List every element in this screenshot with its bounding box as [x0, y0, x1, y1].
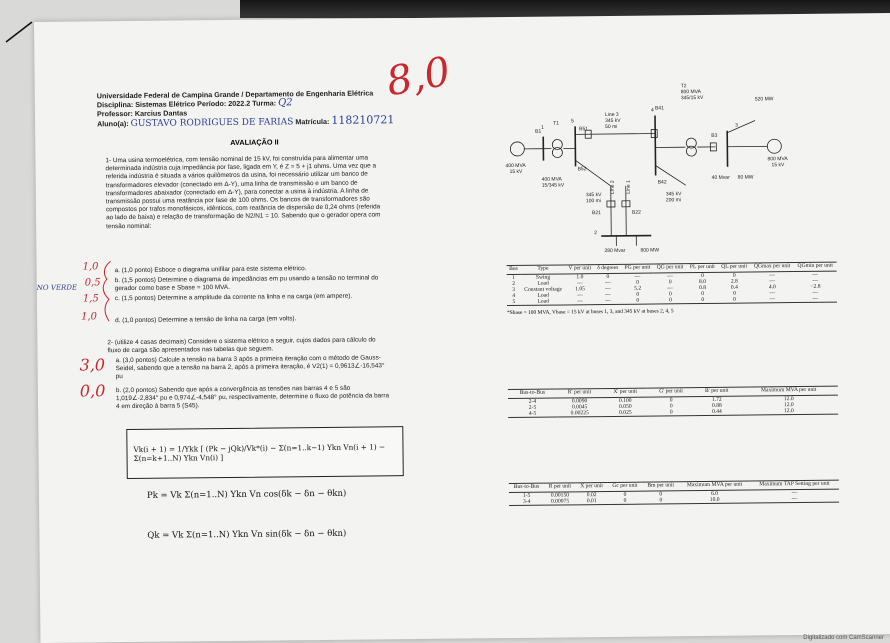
bus-number: 1	[541, 124, 544, 131]
column-header: B' per unit	[694, 387, 739, 396]
table-cell: —	[667, 285, 674, 292]
bus-table-footnote: *Sbase = 100 MVA, Vbase = 15 kV at buses 1, 3, and 345 kV at buses 2, 4, 5	[507, 308, 674, 317]
table-cell: —	[605, 297, 611, 305]
table-cell: 5	[512, 298, 516, 306]
table-cell: 0	[659, 491, 663, 498]
diag-label: Line 2	[609, 180, 616, 194]
column-header: QG per unit	[653, 264, 686, 273]
table-cell: 0.44	[712, 408, 722, 415]
column-header: X per unit	[576, 483, 608, 492]
table-cell: 4	[512, 292, 516, 300]
diag-label: B52	[577, 166, 587, 173]
bus-number: 5	[571, 118, 574, 125]
diag-label: 345/15 kV	[680, 94, 704, 102]
table-cell: 0	[606, 273, 610, 281]
student-label: Aluno(a):	[97, 119, 129, 129]
table-cell: 2	[512, 280, 516, 288]
table-cell: 0.00075	[550, 498, 570, 505]
q2-b: b. (2,0 pontos) Sabendo que após a convergência as tensões nas barras 4 e 5 são 1,019∠-2,834° pu e 0,974∠-4,548° pu, respectivamente, determine o fluxo de potência da barra 4 em direção à barra 5 (S45).	[115, 384, 390, 411]
table-cell: 0.025	[619, 409, 632, 416]
q1-intro: 1- Uma usina termoelétrica, com tensão nominal de 15 kV, foi construída para alimentar uma determinada indústria cuja impedância por fase, ligada em Y, é Z = 5 + j1 ohms. Uma vez que a referida indústria é situada a vários quilômetros da usina, foi necessário utilizar um banco de transformadores elevador (conectado em Δ-Y), uma linha de transmissão e um banco de transformadores abaixador (conectado em Δ-Y), para conectar a usina à indústria. A linha de transmissão possui uma reatância por fase de 100 ohms. Os bancos de transformadores são compostos por trafos monofásicos, idênticos, com reatância de dispersão de 0,24 ohms (referida ao lado de baixa) e relação de transformação de N2/N1 = 10. Sabendo que o gerador opera com tensão nominal:	[105, 154, 381, 230]
column-header: R' per unit	[557, 389, 602, 398]
q-equation: Qk = Vk Σ(n=1..N) Ykn Vn sin(δk − δn − θkn)	[147, 528, 347, 541]
q2-intro: 2- (utilize 4 casas decimais) Considere o sistema elétrico a seguir, cujos dados para cálculo do fluxo de carga são apresentados nas tabelas que seguem.	[107, 336, 376, 355]
table-cell: —	[769, 296, 776, 303]
bus-number: 4	[650, 107, 654, 114]
table-cell: 1.0	[576, 274, 584, 281]
diag-label: T2	[680, 83, 687, 90]
diag-label: 345 kV	[605, 117, 621, 125]
diag-label: 15 kV	[771, 162, 785, 169]
table-cell: Swing	[535, 274, 551, 281]
diag-label: B22	[631, 209, 641, 216]
table-cell: 0	[668, 291, 672, 298]
table-cell: 0.01	[586, 498, 597, 505]
column-header: X' per unit	[602, 388, 648, 397]
table-cell: 0	[701, 272, 704, 280]
column-header: Bus	[507, 265, 521, 274]
university-label: Universidade Federal de Campina Grande / Departamento de Engenharia Elétrica	[96, 88, 374, 101]
margin-note: NO VERDE	[36, 283, 78, 292]
table-cell: —	[812, 271, 819, 278]
table-cell: 2.8	[730, 278, 738, 285]
table-cell: 12.0	[783, 408, 794, 415]
column-header: δ degrees	[594, 264, 621, 273]
q1-c: c. (1,5 pontos) Determine a amplitude da corrente na linha e na carga (em ampere).	[114, 292, 353, 303]
diag-label: 100 mi	[585, 198, 601, 205]
table-cell: 12.0	[783, 396, 794, 403]
column-header: R per unit	[544, 483, 576, 492]
q1-a: a. (1,0 ponto) Esboce o diagrama unifilar para este sistema elétrico.	[114, 265, 307, 275]
column-header: PG per unit	[621, 264, 653, 273]
table-cell: 0.8	[699, 284, 707, 292]
table-cell: 0.4	[730, 284, 738, 291]
diag-label: 520 MW	[754, 96, 774, 103]
line-data-table	[508, 386, 838, 418]
table-cell: —	[577, 280, 583, 287]
column-header: Maximum MVA per unit	[679, 481, 750, 491]
table-cell: 0	[669, 403, 673, 410]
table-cell: 0	[659, 497, 663, 504]
table-cell: 0	[636, 291, 640, 298]
total-grade: 8,0	[382, 48, 454, 106]
table-cell: —	[791, 496, 798, 503]
diag-label: 15 kV	[509, 168, 523, 176]
table-cell: 6.0	[711, 490, 719, 497]
table-cell: —	[769, 278, 776, 285]
bracket-mark	[96, 259, 117, 329]
matricula-label: Matrícula:	[295, 116, 330, 127]
diag-label: 200 mi	[665, 197, 681, 204]
diag-label: B51	[579, 126, 589, 133]
table-cell: —	[577, 292, 583, 299]
table-cell: —	[769, 272, 776, 279]
transformer-data-table-wrap	[509, 480, 839, 506]
diag-label: 40 Mvar	[711, 174, 730, 181]
diag-label: Line 1	[625, 180, 632, 194]
column-header: V per unit	[565, 265, 594, 274]
professor-label: Professor: Karcius Dantas	[96, 108, 188, 119]
gauss-seidel-box	[126, 426, 404, 479]
diag-label: 50 mi	[605, 123, 618, 131]
diag-label: 400 MVA	[505, 162, 526, 170]
scanner-watermark: Digitalizado com CamScanner	[803, 635, 884, 641]
bus-number: 2	[594, 230, 598, 237]
table-cell: 0	[701, 296, 705, 304]
table-cell: 0	[732, 272, 736, 279]
diag-label: B21	[592, 210, 601, 217]
q2-mark-a: 3,0	[79, 355, 106, 375]
table-cell: −2.8	[810, 283, 821, 290]
line-data-table-wrap	[508, 386, 838, 418]
table-cell: 1.72	[711, 396, 722, 403]
q1-mark-d: 1,0	[81, 311, 98, 323]
diag-label: 15/345 kV	[541, 182, 565, 189]
table-cell: 3	[512, 286, 516, 294]
diag-label: 80 MW	[737, 174, 754, 181]
column-header: Bus-to-Bus	[508, 389, 557, 399]
table-cell: —	[577, 298, 584, 305]
q2-mark-b: 0,0	[79, 381, 106, 401]
column-header: Maximum TAP Setting per unit	[750, 480, 839, 490]
table-cell: —	[769, 290, 776, 297]
student-name: GUSTAVO RODRIGUES DE FARIAS	[130, 117, 294, 129]
p-equation: Pk = Vk Σ(n=1..N) Ykn Vn cos(δk − δn − θkn)	[146, 488, 347, 501]
table-cell: 0	[733, 290, 736, 297]
diag-label: 800 MVA	[680, 89, 702, 96]
table-cell: 0.0045	[571, 404, 588, 411]
diag-label: B42	[657, 179, 667, 186]
diag-label: B3	[711, 132, 718, 139]
class-handwriting: Q2	[278, 97, 293, 109]
table-cell: 0.0090	[571, 398, 588, 405]
diag-label: B1	[535, 128, 542, 135]
table-cell: 0.88	[711, 402, 722, 409]
table-cell: 12.0	[783, 402, 794, 409]
table-cell: 10.0	[709, 496, 720, 503]
page-title: AVALIAÇÃO II	[230, 137, 279, 147]
column-header: G' per unit	[648, 388, 694, 397]
table-cell: 0	[623, 497, 627, 504]
table-cell: Load	[537, 280, 549, 287]
q2-a: a. (3,0 pontos) Calcule a tensão na barra 3 após a primeira iteração com o método de Gauss-Seidel, sabendo que a tensão na barra 2, após a primeira iteração, é V2(1) = 0,9613∠-16,543° pu	[115, 354, 385, 381]
table-cell: 0.00150	[550, 492, 570, 499]
table-cell: 0	[701, 290, 705, 298]
table-cell: 0	[623, 491, 627, 498]
table-cell: Load	[537, 292, 549, 299]
discipline-label: Disciplina: Sistemas Elétrico Período: 2022.2 Turma:	[96, 98, 277, 110]
bus-data-table-wrap	[507, 262, 838, 316]
table-cell: 2-4	[528, 398, 537, 405]
one-line-diagram	[505, 74, 807, 257]
table-cell: —	[791, 490, 798, 497]
table-cell: 0	[669, 297, 672, 304]
table-cell: Constant voltage	[524, 286, 563, 293]
table-cell: 0.100	[618, 397, 632, 404]
column-header: QGmin per unit	[794, 262, 837, 271]
table-cell: 4-5	[528, 410, 537, 417]
exam-header	[97, 88, 397, 129]
column-header: Bus-to-Bus	[509, 483, 544, 492]
gauss-seidel-equation: Vk(i + 1) = 1/Ykk [ (Pk − jQk)/Vk*(i) − Σ(n=1..k−1) Ykn Vn(i + 1) − Σ(n=k+1..N) Ykn Vn(i) ]	[133, 442, 386, 463]
diag-label: T1	[553, 120, 559, 127]
table-cell: 3-4	[522, 498, 531, 505]
table-cell: 0.050	[618, 403, 632, 410]
table-cell: 8.0	[698, 278, 707, 286]
table-cell: 1	[512, 274, 516, 282]
table-cell: 0.02	[586, 492, 597, 499]
column-header: Bm per unit	[642, 482, 679, 491]
table-cell: —	[634, 273, 641, 280]
q1-mark-b: 0,5	[84, 277, 101, 289]
table-cell: 1.05	[575, 286, 585, 293]
diag-label: B41	[654, 105, 664, 112]
diag-label: 400 MVA	[541, 176, 562, 183]
table-cell: 0	[669, 397, 673, 404]
q1-mark-c: 1,5	[82, 293, 99, 305]
table-cell: —	[667, 273, 674, 280]
q1-d: d. (1,0 pontos) Determine a tensão de linha na carga (em volts).	[115, 315, 297, 325]
table-cell: —	[605, 279, 611, 287]
table-cell: —	[812, 295, 819, 302]
table-cell: 0	[669, 409, 673, 416]
diag-label: 345 kV	[585, 192, 602, 199]
table-cell: 0	[636, 279, 640, 286]
transformer-data-table	[509, 480, 839, 506]
column-header: Gc per unit	[607, 482, 642, 491]
table-cell: 0	[636, 297, 640, 304]
table-cell: —	[605, 291, 611, 299]
q1-mark-a: 1,0	[82, 261, 99, 273]
diag-label: 280 Mvar	[604, 247, 626, 255]
table-cell: 0	[668, 279, 672, 286]
column-header: Maximum MVA per unit	[739, 386, 838, 396]
q1-b: b. (1,5 pontos) Determine o diagrama de impedâncias em pu usando a tensão no terminal do gerador como base e Sbase = 100 MVA.	[114, 274, 379, 293]
column-header: QGmax per unit	[750, 263, 794, 272]
table-cell: 1-5	[522, 492, 531, 499]
diag-label: Line 3	[604, 111, 619, 119]
bus-number: 3	[735, 122, 738, 129]
exam-sheet	[34, 13, 890, 643]
table-cell: —	[812, 277, 819, 284]
table-cell: Load	[537, 298, 550, 305]
table-cell: 2-5	[528, 404, 537, 411]
table-cell: 0	[733, 296, 736, 303]
column-header: PL per unit	[687, 263, 718, 272]
table-cell: 4.0	[768, 284, 776, 291]
column-header: Type	[520, 265, 565, 274]
table-cell: —	[605, 285, 611, 293]
column-header: QL per unit	[718, 263, 750, 272]
table-cell: —	[812, 289, 819, 296]
table-cell: 0.00225	[570, 410, 589, 417]
diag-label: 800 MW	[640, 247, 660, 254]
diag-label: 800 MVA	[767, 156, 788, 163]
table-cell: 5.2	[634, 285, 642, 292]
matricula-value: 118210721	[331, 113, 395, 127]
bus-data-table	[507, 262, 837, 306]
diag-label: 345 kV	[665, 191, 682, 198]
